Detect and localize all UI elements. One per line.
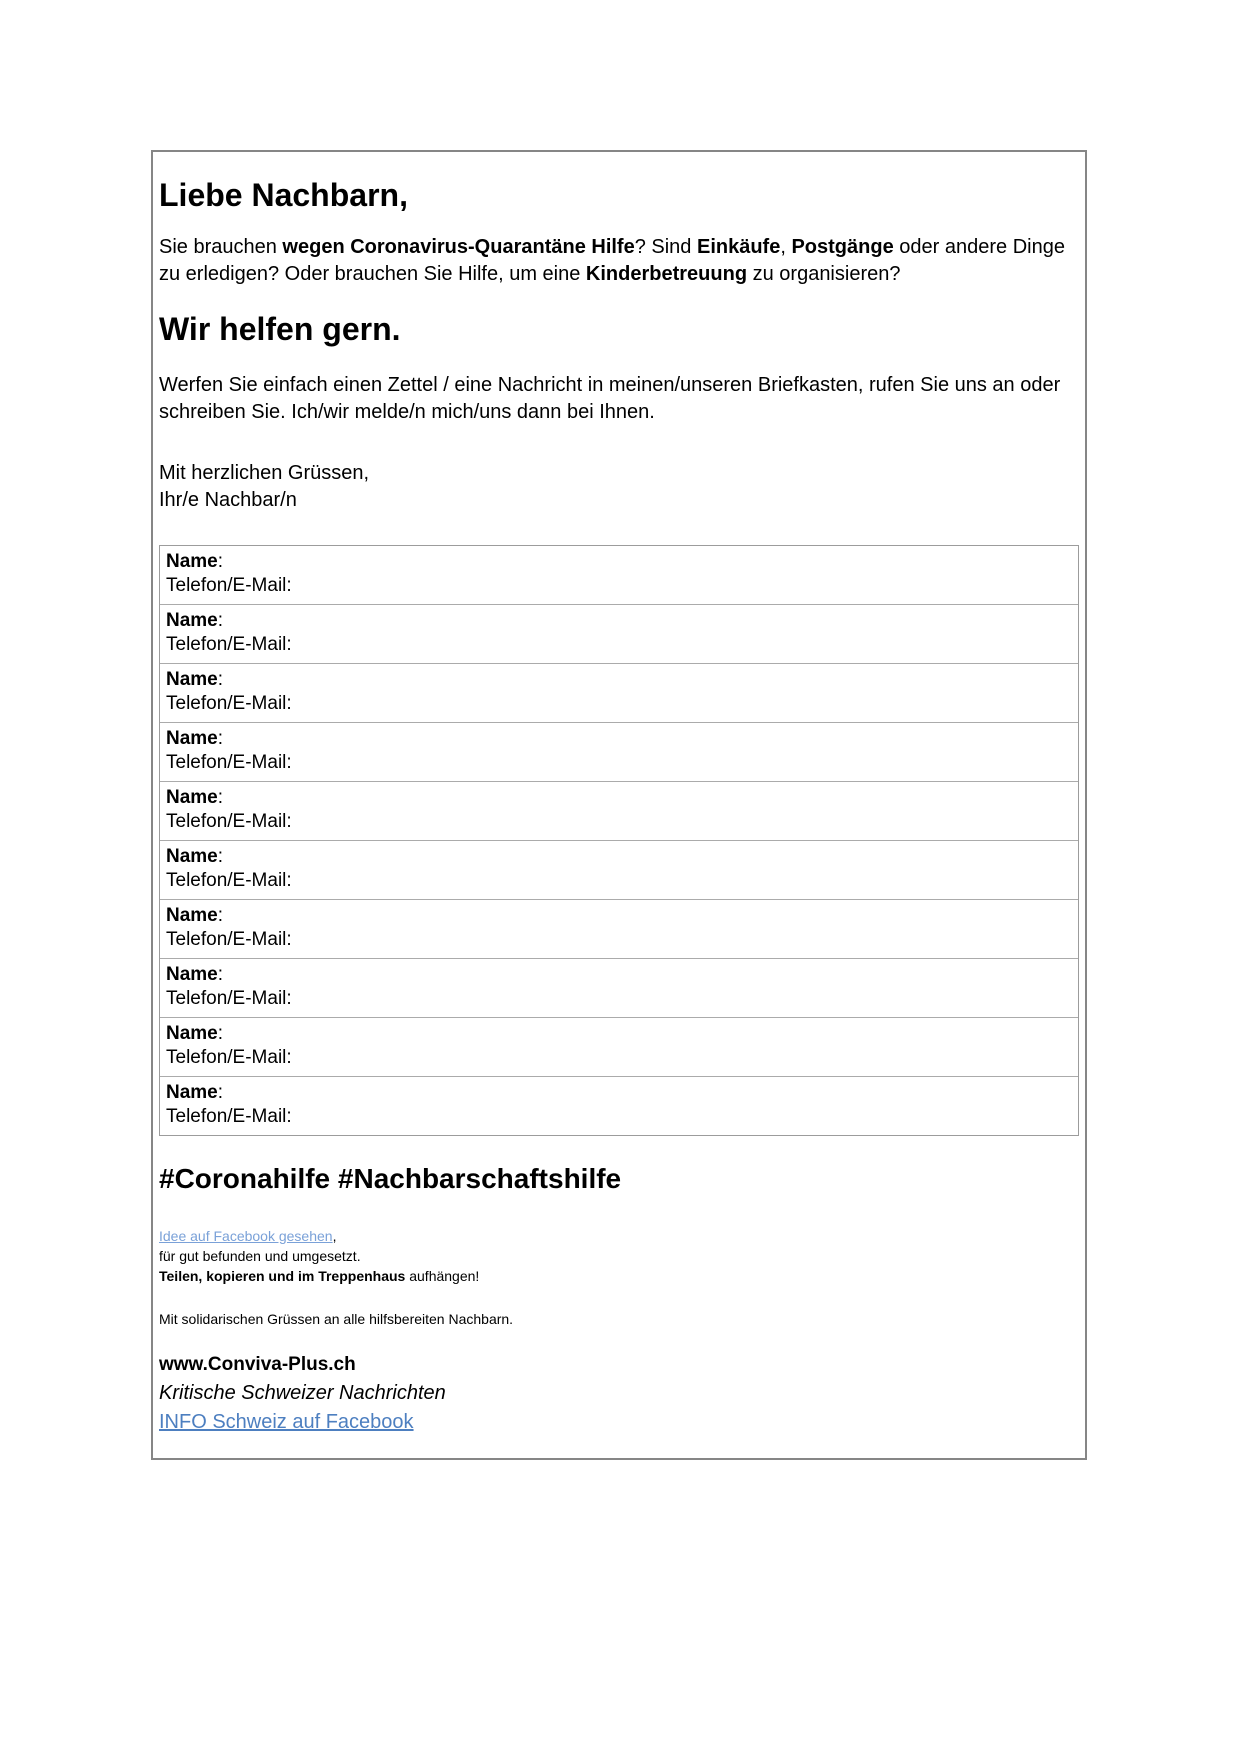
row-name-colon: :: [217, 728, 224, 749]
row-name-line: [166, 845, 1072, 869]
footnote-line2: für gut befunden und umgesetzt.: [159, 1248, 361, 1264]
intro-bold-groceries: Einkäufe: [696, 236, 781, 258]
row-name-line: [166, 963, 1072, 987]
row-name-line: [166, 668, 1072, 692]
footnote-line3-rest: aufhängen!: [405, 1268, 480, 1284]
intro-seg2: ? Sind: [634, 236, 697, 258]
row-name-line: [166, 550, 1072, 574]
main-heading: Liebe Nachbarn,: [159, 177, 408, 213]
row-contact-label: Telefon/E-Mail:: [166, 1106, 292, 1127]
site-block: [159, 1350, 1079, 1437]
row-name-label: Name: [166, 610, 218, 631]
hashtags-heading: #Coronahilfe #Nachbarschaftshilfe: [159, 1163, 622, 1194]
table-row: [160, 546, 1078, 605]
intro-bold-quarantine-help: wegen Coronavirus-Quarantäne Hilfe: [282, 236, 635, 258]
help-paragraph: Werfen Sie einfach einen Zettel / eine Nachricht in meinen/unseren Briefkasten, rufen Sie uns an oder schreiben Sie. Ich/wir melde/n mich/uns dann bei Ihnen.: [159, 374, 1061, 423]
intro-paragraph: [159, 234, 1079, 288]
row-name-label: Name: [166, 728, 218, 749]
facebook-idea-link[interactable]: Idee auf Facebook gesehen: [159, 1228, 333, 1244]
footnote-line3-bold: Teilen, kopieren und im Treppenhaus: [159, 1268, 406, 1284]
contact-table: [159, 545, 1079, 1136]
row-name-label: Name: [166, 1082, 218, 1103]
row-name-label: Name: [166, 551, 218, 572]
row-name-line: [166, 786, 1072, 810]
closing-line1: Mit herzlichen Grüssen,: [159, 462, 370, 484]
row-name-line: [166, 904, 1072, 928]
row-name-label: Name: [166, 964, 218, 985]
table-row: [160, 723, 1078, 782]
table-row: [160, 664, 1078, 723]
row-contact-label: Telefon/E-Mail:: [166, 811, 292, 832]
intro-bold-childcare: Kinderbetreuung: [585, 263, 748, 285]
table-row: [160, 841, 1078, 900]
row-contact-label: Telefon/E-Mail:: [166, 870, 292, 891]
row-name-label: Name: [166, 669, 218, 690]
row-name-line: [166, 727, 1072, 751]
row-contact-label: Telefon/E-Mail:: [166, 693, 292, 714]
row-name-line: [166, 1022, 1072, 1046]
row-contact-label: Telefon/E-Mail:: [166, 752, 292, 773]
row-name-label: Name: [166, 1023, 218, 1044]
row-name-colon: :: [217, 551, 224, 572]
table-row: [160, 1018, 1078, 1077]
row-name-colon: :: [217, 1082, 224, 1103]
row-contact-label: Telefon/E-Mail:: [166, 929, 292, 950]
row-contact-label: Telefon/E-Mail:: [166, 575, 292, 596]
row-name-line: [166, 1081, 1072, 1105]
table-row: [160, 1077, 1078, 1135]
row-contact-label: Telefon/E-Mail:: [166, 634, 292, 655]
row-contact-label: Telefon/E-Mail:: [166, 1047, 292, 1068]
site-tagline: Kritische Schweizer Nachrichten: [159, 1382, 446, 1404]
row-name-colon: :: [217, 964, 224, 985]
row-name-colon: :: [217, 610, 224, 631]
row-contact-label: Telefon/E-Mail:: [166, 988, 292, 1009]
footnote-comma: ,: [332, 1228, 337, 1244]
flyer-page: [151, 150, 1087, 1460]
footnote-block: [159, 1226, 1079, 1286]
row-name-colon: :: [217, 905, 224, 926]
closing-lines: [159, 460, 1079, 514]
table-row: [160, 959, 1078, 1018]
solidarity-line: Mit solidarischen Grüssen an alle hilfsbereiten Nachbarn.: [159, 1311, 514, 1327]
intro-seg4: oder andere Dinge zu erledigen? Oder brauchen Sie Hilfe, um eine: [159, 236, 1065, 285]
intro-seg1: Sie brauchen: [159, 236, 283, 258]
row-name-colon: :: [217, 669, 224, 690]
table-row: [160, 900, 1078, 959]
table-row: [160, 782, 1078, 841]
intro-seg3: ,: [780, 236, 792, 258]
row-name-colon: :: [217, 1023, 224, 1044]
row-name-label: Name: [166, 787, 218, 808]
row-name-label: Name: [166, 905, 218, 926]
closing-line2: Ihr/e Nachbar/n: [159, 489, 297, 511]
info-schweiz-facebook-link[interactable]: INFO Schweiz auf Facebook: [159, 1411, 414, 1433]
site-url: www.Conviva-Plus.ch: [159, 1354, 356, 1375]
table-row: [160, 605, 1078, 664]
row-name-colon: :: [217, 846, 224, 867]
row-name-line: [166, 609, 1072, 633]
row-name-label: Name: [166, 846, 218, 867]
help-heading: Wir helfen gern.: [159, 311, 401, 347]
intro-bold-postal: Postgänge: [791, 236, 894, 258]
row-name-colon: :: [217, 787, 224, 808]
intro-seg5: zu organisieren?: [747, 263, 901, 285]
